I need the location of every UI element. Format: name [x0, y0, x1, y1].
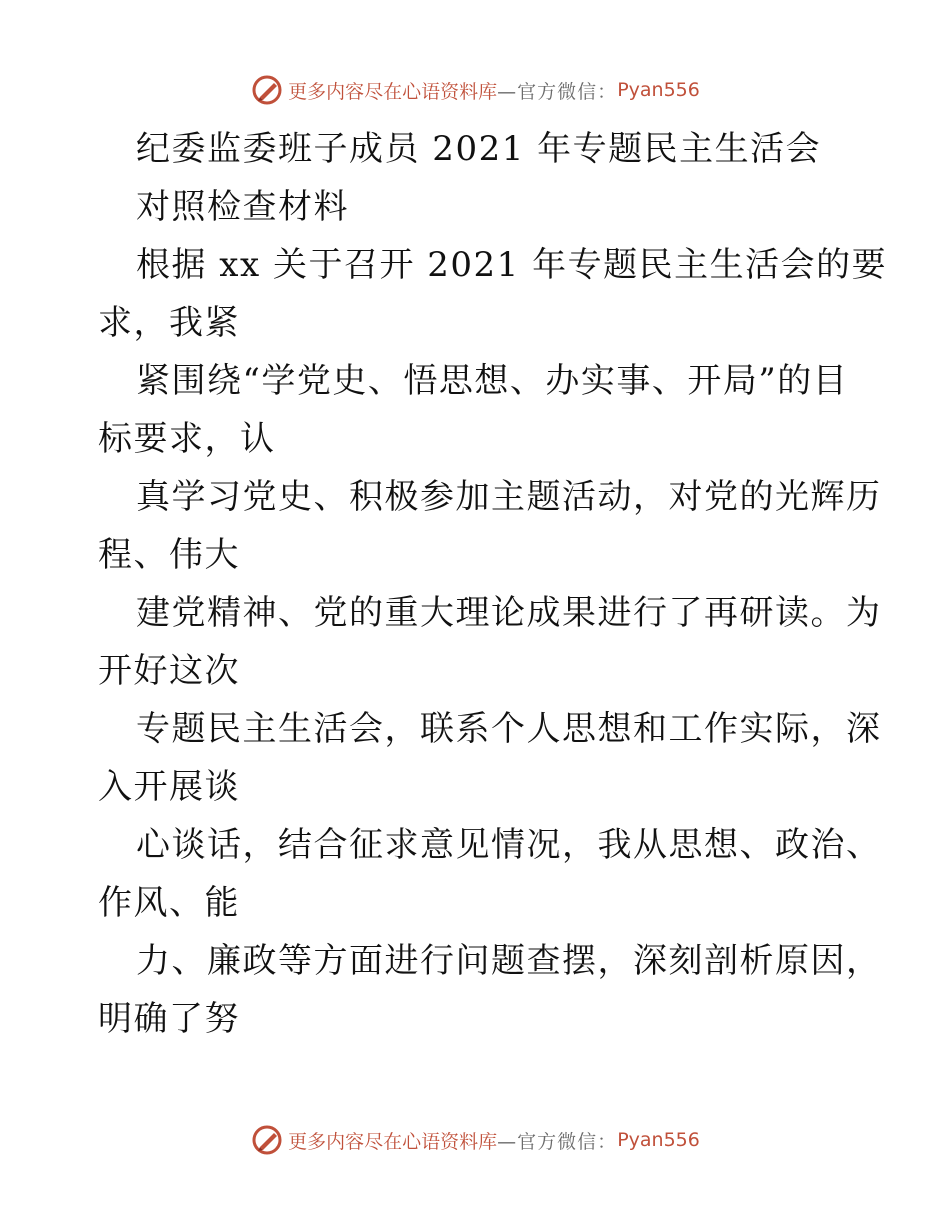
doc-paragraph-line: 程、伟大 — [98, 535, 240, 575]
doc-paragraph-line: 求，我紧 — [98, 303, 240, 343]
doc-paragraph-line: 建党精神、党的重大理论成果进行了再研读。为 — [136, 593, 882, 633]
doc-paragraph-line: 根据 xx 关于召开 2021 年专题民主生活会的要 — [136, 245, 888, 285]
pen-logo-icon — [250, 73, 284, 107]
footer-watermark — [0, 1120, 950, 1160]
header-watermark — [0, 70, 950, 110]
banner-text-dash: —官方微信： — [497, 80, 618, 103]
banner-text-main: 更多内容尽在心语资料库 — [288, 1130, 498, 1153]
doc-paragraph-line: 紧围绕“学党史、悟思想、办实事、开局”的目 — [136, 361, 849, 401]
doc-paragraph-line: 力、廉政等方面进行问题查摆，深刻剖析原因， — [136, 941, 882, 981]
banner-text-id: Pyan556 — [617, 1129, 700, 1151]
document-body — [98, 120, 888, 1048]
doc-title-line-2: 对照检查材料 — [136, 187, 349, 227]
doc-paragraph-line: 开好这次 — [98, 651, 240, 691]
banner-text-main: 更多内容尽在心语资料库 — [288, 80, 498, 103]
doc-paragraph-line: 专题民主生活会，联系个人思想和工作实际，深 — [136, 709, 882, 749]
banner-text-id: Pyan556 — [617, 79, 700, 101]
banner-text-dash: —官方微信： — [497, 1130, 618, 1153]
doc-paragraph-line: 入开展谈 — [98, 767, 240, 807]
doc-paragraph-line: 心谈话，结合征求意见情况，我从思想、政治、 — [136, 825, 882, 865]
doc-paragraph-line: 标要求，认 — [98, 419, 276, 459]
doc-paragraph-line: 明确了努 — [98, 999, 240, 1039]
doc-paragraph-line: 真学习党史、积极参加主题活动，对党的光辉历 — [136, 477, 882, 517]
pen-logo-icon — [250, 1123, 284, 1157]
doc-title-line-1: 纪委监委班子成员 2021 年专题民主生活会 — [136, 129, 822, 169]
doc-paragraph-line: 作风、能 — [98, 883, 240, 923]
